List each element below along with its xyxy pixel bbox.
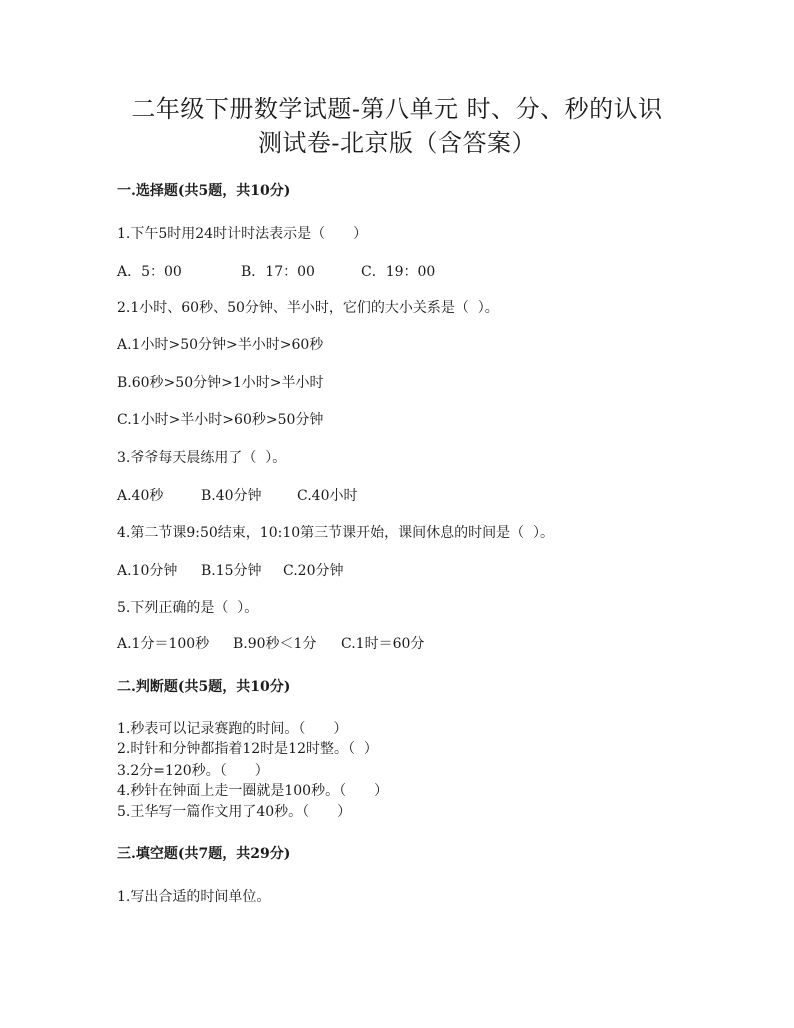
question-1-stem: 1.下午5时用24时计时法表示是（ ） [117, 226, 368, 242]
question-2-option-a: A.1小时>50分钟>半小时>60秒 [117, 337, 324, 353]
question-1-option-b: B．17：00 [241, 264, 315, 280]
question-4-option-c: C.20分钟 [283, 563, 344, 579]
question-5-option-b: B.90秒＜1分 [233, 636, 317, 652]
question-4-option-b: B.15分钟 [201, 563, 262, 579]
document-title-line-1: 二年级下册数学试题-第八单元 时、分、秒的认识 [131, 95, 663, 123]
judge-item-4: 4.秒针在钟面上走一圈就是100秒。（ ） [117, 783, 389, 799]
document-title-line-2: 测试卷-北京版（含答案） [257, 129, 537, 157]
judge-item-5: 5.王华写一篇作文用了40秒。（ ） [117, 804, 352, 820]
judge-item-2: 2.时针和分钟都指着12时是12时整。（ ） [117, 741, 378, 757]
question-5-option-c: C.1时＝60分 [341, 636, 425, 652]
section-heading-true-false: 二.判断题(共5题，共10分) [117, 679, 291, 695]
question-5-stem: 5.下列正确的是（ ）。 [117, 600, 259, 616]
question-4-option-a: A.10分钟 [117, 563, 178, 579]
section-heading-choice: 一.选择题(共5题，共10分) [117, 183, 291, 199]
fill-item-1: 1.写出合适的时间单位。 [117, 889, 271, 905]
question-2-option-b: B.60秒>50分钟>1小时>半小时 [117, 375, 324, 391]
question-5-option-a: A.1分＝100秒 [117, 636, 210, 652]
question-1-option-c: C．19：00 [361, 264, 436, 280]
question-3-option-c: C.40小时 [297, 488, 358, 504]
judge-item-1: 1.秒表可以记录赛跑的时间。（ ） [117, 721, 348, 737]
question-2-option-c: C.1小时>半小时>60秒>50分钟 [117, 412, 324, 428]
question-3-stem: 3.爷爷每天晨练用了（ ）。 [117, 450, 287, 466]
question-2-stem: 2.1小时、60秒、50分钟、半小时，它们的大小关系是（ ）。 [117, 300, 499, 316]
question-3-option-b: B.40分钟 [201, 488, 262, 504]
question-1-option-a: A．5：00 [117, 264, 182, 280]
question-4-stem: 4.第二节课9:50结束，10:10第三节课开始，课间休息的时间是（ ）。 [117, 525, 555, 541]
judge-item-3: 3.2分=120秒。（ ） [117, 763, 269, 779]
question-3-option-a: A.40秒 [117, 488, 164, 504]
section-heading-fill-blank: 三.填空题(共7题，共29分) [117, 846, 291, 862]
